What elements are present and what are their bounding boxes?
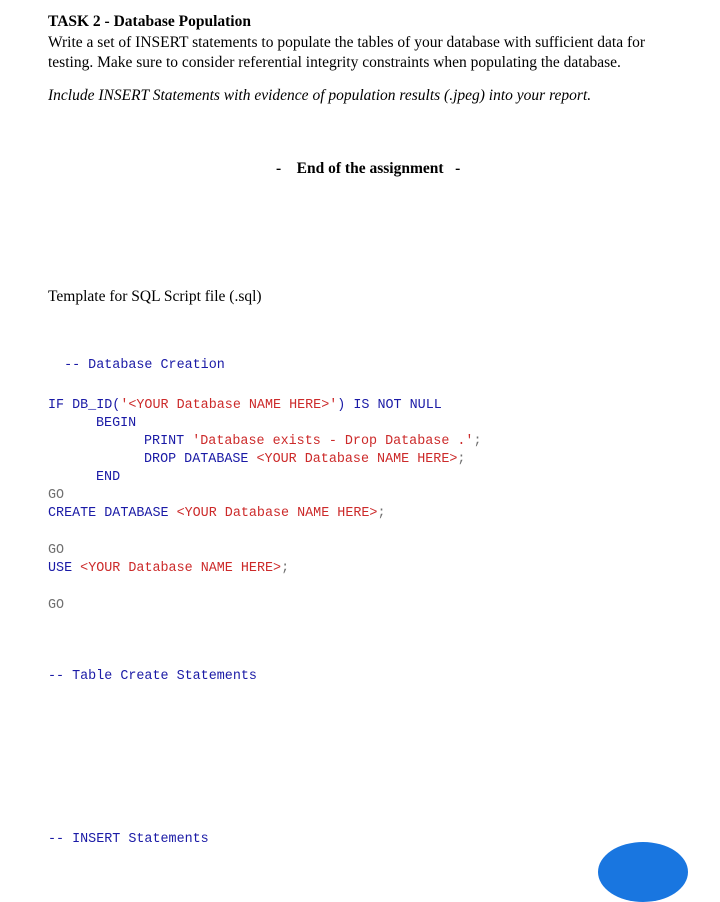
create-database-line: CREATE DATABASE <YOUR Database NAME HERE>;	[48, 506, 386, 521]
dash-right: -	[455, 160, 461, 177]
template-title: Template for SQL Script file (.sql)	[48, 288, 262, 305]
comment-database-creation: -- Database Creation	[64, 358, 225, 373]
go-line-2: GO	[48, 543, 65, 558]
begin-line: BEGIN	[96, 416, 137, 431]
comment-table-create: -- Table Create Statements	[48, 669, 257, 684]
end-line: END	[96, 470, 121, 485]
use-database-line: USE <YOUR Database NAME HERE>;	[48, 561, 290, 576]
dash-left: -	[276, 160, 282, 177]
drop-database-line: DROP DATABASE <YOUR Database NAME HERE>;	[144, 452, 466, 467]
end-text: End of the assignment	[296, 160, 444, 177]
task-description: Write a set of INSERT statements to populate the tables of your database with sufficient data for testing. Make sure to consider referential integrity constraints when populating the database.	[48, 34, 646, 71]
task-heading: TASK 2 - Database Population	[48, 13, 251, 30]
go-line-3: GO	[48, 598, 65, 613]
task-note: Include INSERT Statements with evidence of population results (.jpeg) into your report.	[48, 87, 592, 104]
floating-action-button[interactable]	[598, 842, 688, 902]
print-line: PRINT 'Database exists - Drop Database .';	[144, 434, 482, 449]
comment-insert-statements: -- INSERT Statements	[48, 832, 209, 847]
go-line-1: GO	[48, 488, 65, 503]
end-of-assignment	[276, 160, 460, 178]
if-db-id-line: IF DB_ID('<YOUR Database NAME HERE>') IS NOT NULL	[48, 398, 442, 413]
